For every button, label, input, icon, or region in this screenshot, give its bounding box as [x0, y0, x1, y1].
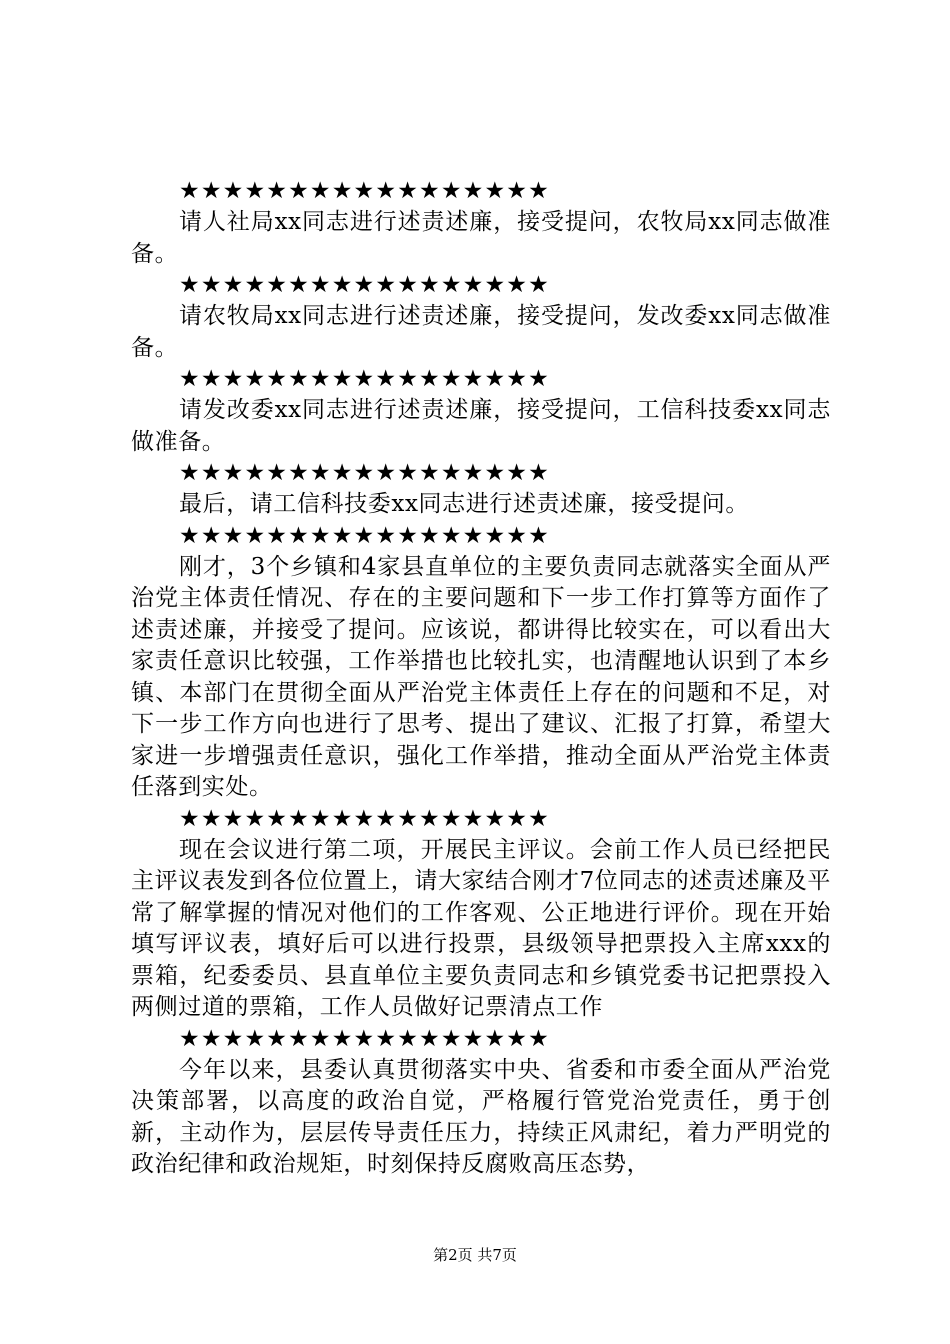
paragraph: 刚才，3个乡镇和4家县直单位的主要负责同志就落实全面从严治党主体责任情况、存在的主要问题和下一步工作打算等方面作了述责述廉，并接受了提问。应该说，都讲得比较实在，可以看出大家责任意识比较强，工作举措也比较扎实，也清醒地认识到了本乡镇、本部门在贯彻全面从严治党主体责任上存在的问题和不足，对下一步工作方向也进行了思考、提出了建议、汇报了打算，希望大家进一步增强责任意识，强化工作举措，推动全面从严治党主体责任落到实处。	[131, 553, 831, 800]
star-separator: ★★★★★★★★★★★★★★★★★	[179, 272, 550, 298]
star-separator: ★★★★★★★★★★★★★★★★★	[179, 522, 550, 549]
paragraph: 请人社局xx同志进行述责述廉，接受提问，农牧局xx同志做准备。	[131, 209, 831, 267]
star-separator: ★★★★★★★★★★★★★★★★★	[179, 805, 550, 832]
paragraph: 现在会议进行第二项，开展民主评议。会前工作人员已经把民主评议表发到各位位置上，请大家结合刚才7位同志的述责述廉及平常了解掌握的情况对他们的工作客观、公正地进行评价。现在开始填写评议表，填好后可以进行投票，县级领导把票投入主席xxx的票箱，纪委委员、县直单位主要负责同志和乡镇党委书记把票投入两侧过道的票箱，工作人员做好记票清点工作	[131, 836, 831, 1020]
document-body	[131, 176, 831, 1181]
paragraph: 最后，请工信科技委xx同志进行述责述廉，接受提问。	[179, 491, 749, 517]
page-footer: 第2页 共7页	[433, 1246, 517, 1264]
star-separator: ★★★★★★★★★★★★★★★★★	[179, 460, 550, 486]
paragraph: 请发改委xx同志进行述责述廉，接受提问，工信科技委xx同志做准备。	[131, 397, 831, 455]
star-separator: ★★★★★★★★★★★★★★★★★	[179, 366, 550, 392]
paragraph: 今年以来，县委认真贯彻落实中央、省委和市委全面从严治党决策部署，以高度的政治自觉，严格履行管党治党责任，勇于创新，主动作为，层层传导责任压力，持续正风肃纪，着力严明党的政治纪律和政治规矩，时刻保持反腐败高压态势，	[131, 1056, 831, 1177]
star-separator: ★★★★★★★★★★★★★★★★★	[179, 178, 550, 204]
paragraph: 请农牧局xx同志进行述责述廉，接受提问，发改委xx同志做准备。	[131, 303, 831, 361]
star-separator: ★★★★★★★★★★★★★★★★★	[179, 1025, 550, 1052]
